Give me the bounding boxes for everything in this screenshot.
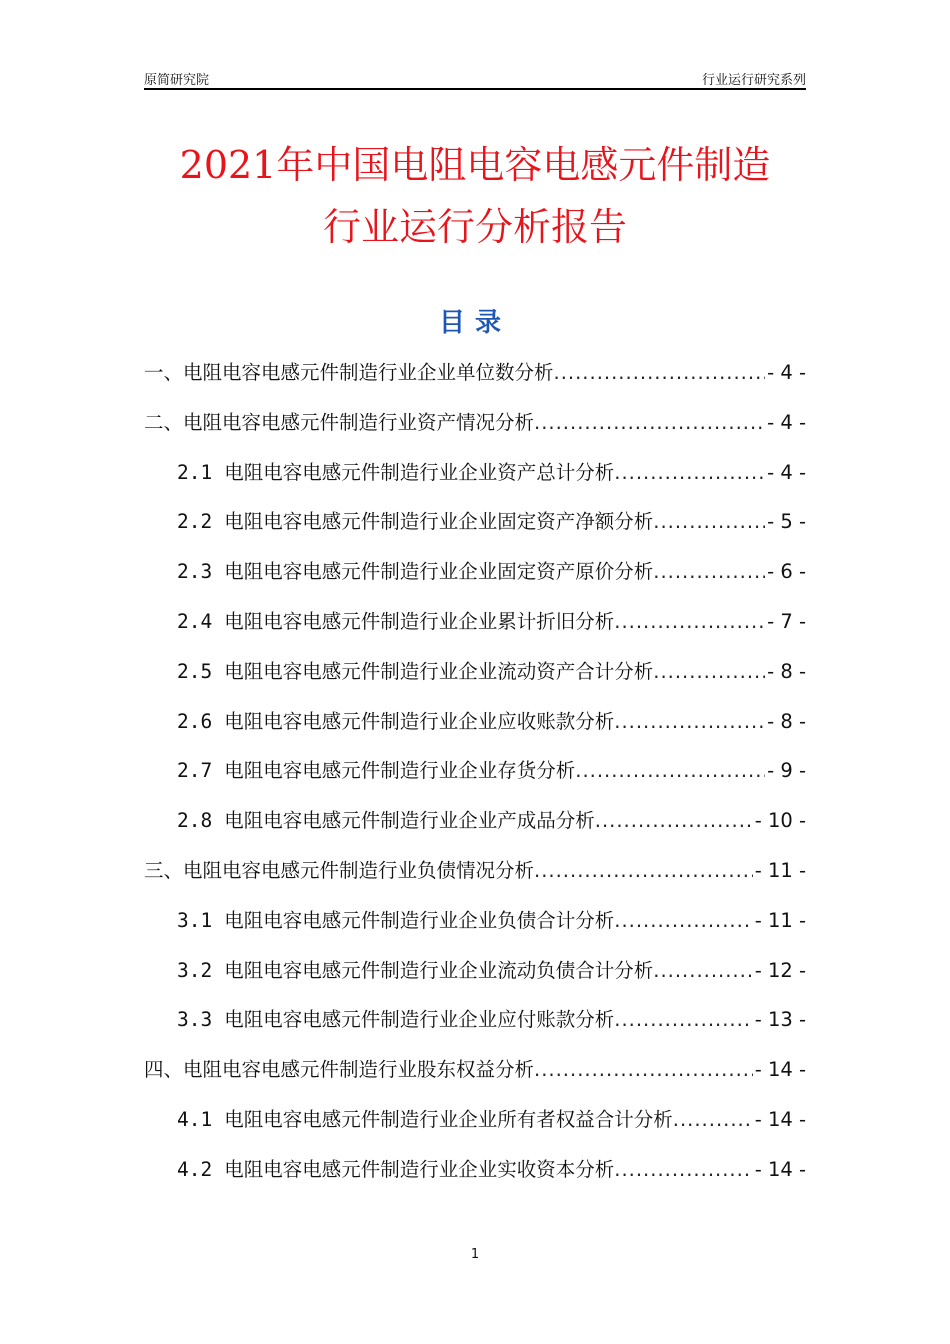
toc-entry-number: 2.1 <box>177 460 213 484</box>
toc-entry-text: 电阻电容电感元件制造行业企业所有者权益合计分析 <box>224 1107 673 1131</box>
toc-entry-page: - 14 - <box>754 1157 806 1181</box>
toc-leader-dots <box>534 859 753 882</box>
toc-entry[interactable] <box>144 1004 806 1054</box>
toc-entry-page: - 6 - <box>767 560 806 584</box>
toc-entry-text: 电阻电容电感元件制造行业企业固定资产原价分析 <box>224 560 654 584</box>
toc-entry-number: 4.1 <box>177 1107 213 1131</box>
toc-entry[interactable] <box>144 606 806 656</box>
toc-entry-page: - 11 - <box>754 908 806 932</box>
toc-entry[interactable] <box>144 357 806 407</box>
toc-leader-dots <box>653 959 752 982</box>
toc-entry-text: 电阻电容电感元件制造行业企业负债合计分析 <box>224 908 615 932</box>
toc-entry-number: 2.6 <box>177 709 213 733</box>
toc-entry-number: 2.7 <box>177 759 213 783</box>
toc-leader-dots <box>534 411 765 434</box>
toc-leader-dots <box>653 660 765 683</box>
toc-entry-text: 电阻电容电感元件制造行业企业资产总计分析 <box>224 460 615 484</box>
toc-entry-text: 电阻电容电感元件制造行业企业流动资产合计分析 <box>224 659 654 683</box>
toc-leader-dots <box>614 461 765 484</box>
toc-entry[interactable] <box>144 755 806 805</box>
toc-entry-text: 电阻电容电感元件制造行业企业流动负债合计分析 <box>224 958 654 982</box>
toc-entry[interactable] <box>144 407 806 457</box>
toc-entry-page: - 14 - <box>754 1107 806 1131</box>
toc-entry-page: - 12 - <box>754 958 806 982</box>
toc-entry-number: 3.3 <box>177 1008 213 1032</box>
toc-entry-page: - 4 - <box>767 460 806 484</box>
toc-entry-page: - 11 - <box>754 858 806 882</box>
toc-leader-dots <box>614 610 765 633</box>
toc-entry-text: 电阻电容电感元件制造行业企业固定资产净额分析 <box>224 510 654 534</box>
toc-entry-page: - 13 - <box>754 1008 806 1032</box>
toc-entry-text: 四、电阻电容电感元件制造行业股东权益分析 <box>144 1058 535 1082</box>
toc-leader-dots <box>653 510 765 533</box>
toc-entry[interactable] <box>144 1154 806 1204</box>
toc-entry[interactable] <box>144 457 806 507</box>
toc-leader-dots <box>575 759 765 782</box>
toc-entry-number: 2.3 <box>177 560 213 584</box>
toc-entry-text: 电阻电容电感元件制造行业企业累计折旧分析 <box>224 609 615 633</box>
toc-entry-text: 电阻电容电感元件制造行业企业产成品分析 <box>224 809 595 833</box>
toc-entry-page: - 9 - <box>767 759 806 783</box>
toc-leader-dots <box>614 1008 752 1031</box>
toc-entry-number: 2.2 <box>177 510 213 534</box>
page-number: 1 <box>470 1247 480 1262</box>
toc-entry[interactable] <box>144 1054 806 1104</box>
toc-entry[interactable] <box>144 955 806 1005</box>
toc-entry[interactable] <box>144 1104 806 1154</box>
toc-entry[interactable] <box>144 905 806 955</box>
toc-entry-text: 电阻电容电感元件制造行业企业实收资本分析 <box>224 1157 615 1181</box>
toc-entry[interactable] <box>144 556 806 606</box>
header-series: 行业运行研究系列 <box>701 73 806 88</box>
toc-entry-page: - 7 - <box>767 609 806 633</box>
toc-entry-text: 一、电阻电容电感元件制造行业企业单位数分析 <box>144 361 554 384</box>
toc-entry-text: 二、电阻电容电感元件制造行业资产情况分析 <box>144 410 535 434</box>
toc-entry-page: - 5 - <box>767 510 806 534</box>
toc-entry-number: 2.4 <box>177 609 213 633</box>
toc-entry-page: - 14 - <box>754 1058 806 1082</box>
toc-leader-dots <box>614 909 752 932</box>
toc-entry-number: 3.1 <box>177 908 213 932</box>
toc-leader-dots <box>614 1158 752 1181</box>
toc-entry-page: - 8 - <box>767 659 806 683</box>
toc-entry-text: 电阻电容电感元件制造行业企业应付账款分析 <box>224 1008 615 1032</box>
table-of-contents <box>144 357 806 1204</box>
toc-entry-number: 4.2 <box>177 1157 213 1181</box>
toc-entry-page: - 10 - <box>754 809 806 833</box>
toc-entry-number: 2.5 <box>177 659 213 683</box>
page-header <box>144 68 806 90</box>
toc-leader-dots <box>595 809 753 832</box>
toc-entry-page: - 4 - <box>767 361 806 384</box>
toc-entry-number: 3.2 <box>177 958 213 982</box>
toc-leader-dots <box>554 361 766 384</box>
document-title-line1: 2021年中国电阻电容电感元件制造 <box>179 143 771 187</box>
header-org: 原简研究院 <box>144 73 210 88</box>
toc-leader-dots <box>673 1108 753 1131</box>
toc-entry-page: - 8 - <box>767 709 806 733</box>
toc-entry-text: 电阻电容电感元件制造行业企业应收账款分析 <box>224 709 615 733</box>
toc-leader-dots <box>653 560 765 583</box>
toc-entry[interactable] <box>144 706 806 756</box>
toc-entry-number: 2.8 <box>177 809 213 833</box>
toc-entry[interactable] <box>144 855 806 905</box>
document-title-line2: 行业运行分析报告 <box>322 205 627 249</box>
toc-entry[interactable] <box>144 656 806 706</box>
toc-entry-text: 电阻电容电感元件制造行业企业存货分析 <box>224 759 576 783</box>
toc-heading: 目录 <box>438 308 511 338</box>
toc-leader-dots <box>534 1058 753 1081</box>
toc-entry[interactable] <box>144 506 806 556</box>
toc-entry[interactable] <box>144 805 806 855</box>
toc-leader-dots <box>614 710 765 733</box>
toc-entry-page: - 4 - <box>767 410 806 434</box>
toc-entry-text: 三、电阻电容电感元件制造行业负债情况分析 <box>144 858 535 882</box>
